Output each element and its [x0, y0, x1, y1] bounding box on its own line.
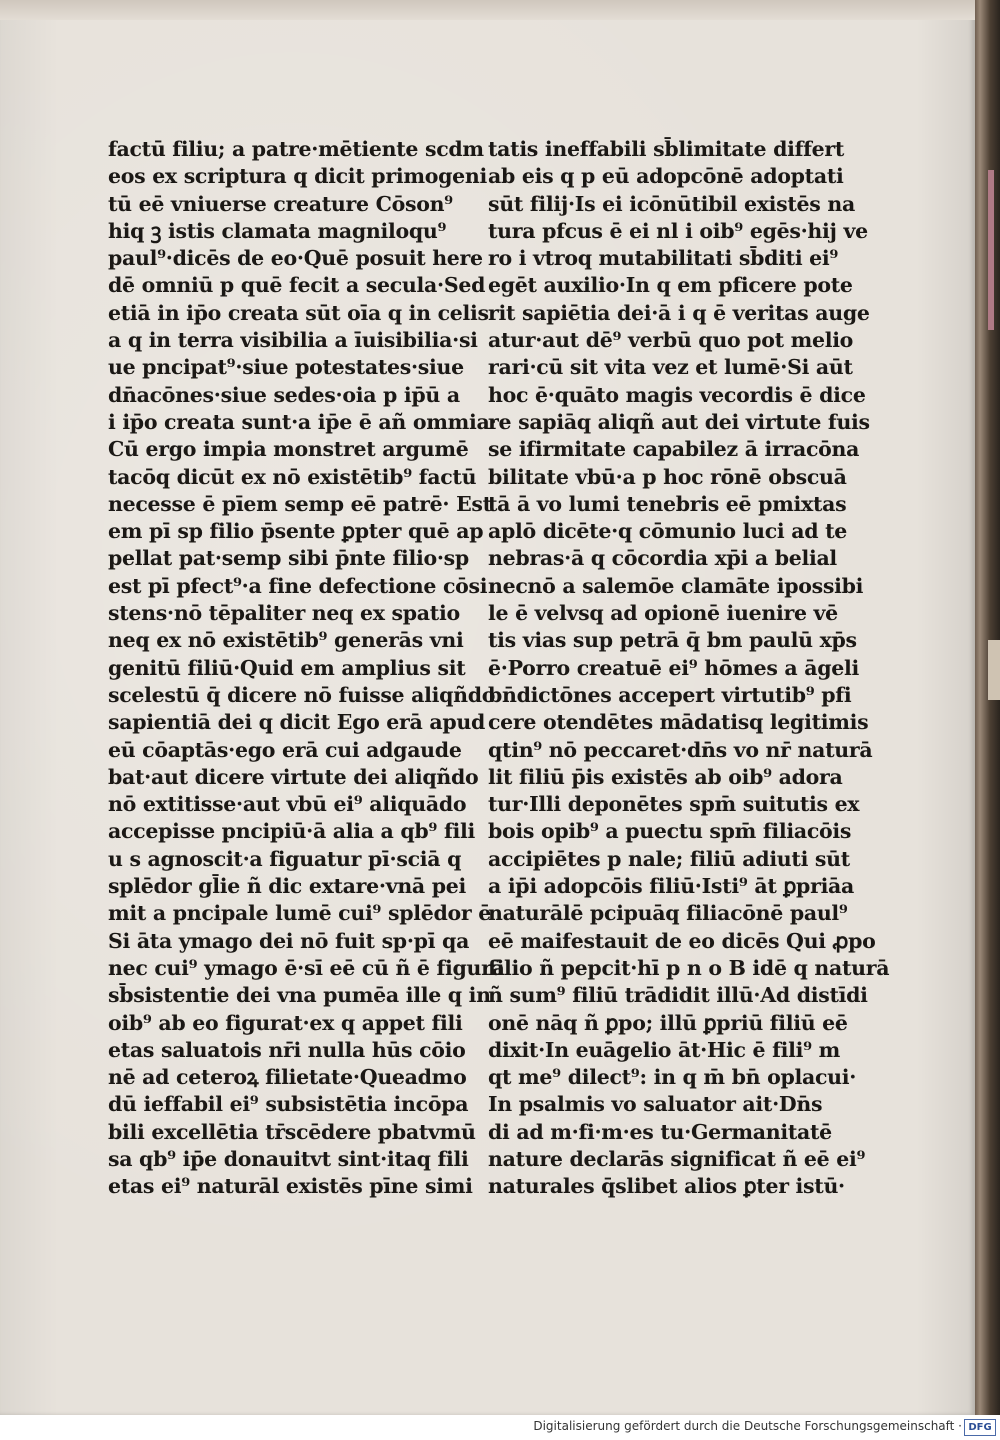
text-line: nē ad ceteroꝝ filietate·Queadmo	[108, 1065, 467, 1090]
text-line: i ip̄o creata sunt·a ip̄e ē añ ommia·	[108, 409, 497, 434]
text-line: cere otendētes mādatisq legitimis	[488, 710, 869, 735]
text-line: bat·aut dicere virtute dei aliqñdo	[108, 764, 479, 789]
text-line: mit a pncipale lumē cui⁹ splēdor ē	[108, 901, 491, 926]
page-edge-tab	[988, 640, 1000, 700]
text-line: splēdor gl̄ie ñ dic extare·vnā pei	[108, 874, 467, 899]
text-line: sa qb⁹ ip̄e donauitvt sint·itaq fili	[108, 1146, 469, 1171]
dfg-logo-icon[interactable]: DFG	[964, 1419, 996, 1436]
text-line: nebras·ā q cōcordia xp̄i a belial	[488, 546, 837, 571]
text-line: sapientiā dei q dicit Ego erā apud	[108, 710, 486, 735]
text-line: ñ sum⁹ filiū trādidit illū·Ad distīdi	[488, 983, 868, 1008]
text-line: est pī pfect⁹·a fine defectione cōsi	[108, 573, 488, 598]
text-line: Si āta ymago dei nō fuit sp·pī qa	[108, 928, 470, 953]
text-line: ro i vtroq mutabilitati sb̄diti ei⁹	[488, 246, 839, 271]
footer-credit: Digitalisierung gefördert durch die Deutsche Forschungsgemeinschaft ·	[533, 1419, 962, 1433]
text-line: atur·aut dē⁹ verbū quo pot melio	[488, 328, 854, 353]
text-line: em pī sp filio p̄sente ꝑpter quē ap	[108, 519, 484, 544]
text-line: In psalmis vo saluator ait·Dn̄s	[488, 1092, 823, 1117]
text-line: le ē velvsq ad opionē iuenire vē	[488, 601, 838, 626]
text-line: bois opib⁹ a puectu spm̄ filiacōis	[488, 819, 852, 844]
text-line: se ifirmitate capabilez ā irracōna	[488, 437, 860, 462]
text-line: pellat pat·semp sibi p̄nte filio·sp	[108, 546, 469, 571]
text-line: eū cōaptās·ego erā cui adgaude	[108, 737, 462, 762]
left-text-column	[108, 136, 505, 1201]
text-line: sb̄sistentie dei vna pumēa ille q in	[108, 983, 491, 1008]
text-line: naturālē pcipuāq filiacōnē paul⁹	[488, 901, 848, 926]
text-line: dn̄acōnes·siue sedes·oia p ip̄ū a	[108, 382, 460, 407]
text-line: lit filiū p̄is existēs ab oib⁹ adora	[488, 764, 843, 789]
text-line: tis vias sup petrā q̄ bm paulū xp̄s	[488, 628, 857, 653]
text-line: qt me⁹ dilect⁹: in q m̄ bn̄ oplacui·	[488, 1065, 857, 1090]
text-line: tū eē vniuerse creature Cōson⁹	[108, 191, 453, 216]
text-line: accipiētes p nale; filiū adiuti sūt	[488, 846, 850, 871]
text-line: necesse ē pīem semp eē patrē· Est	[108, 491, 492, 516]
text-line: neq ex nō existētib⁹ generās vni	[108, 628, 464, 653]
text-line: dū ieffabil ei⁹ subsistētia incōpa	[108, 1092, 469, 1117]
footer-bar	[0, 1415, 1000, 1440]
text-line: tā ā vo lumi tenebris eē pmixtas	[488, 491, 847, 516]
text-line: a q in terra visibilia a īuisibilia·si	[108, 328, 478, 353]
text-line: rit sapiētia dei·ā i q ē veritas auge	[488, 300, 870, 325]
text-line: paul⁹·dicēs de eo·Quē posuit here	[108, 246, 483, 271]
text-line: a ip̄i adopcōis filiū·Isti⁹ āt ꝑpriāa	[488, 874, 855, 899]
text-line: naturales q̄slibet alios ꝑter istū·	[488, 1174, 845, 1199]
text-line: etiā in ip̄o creata sūt oīa q in celis	[108, 300, 489, 325]
text-line: bn̄dictōnes accepert virtutib⁹ pfi	[488, 682, 852, 707]
text-line: genitū filiū·Quid em amplius sit	[108, 655, 466, 680]
text-line: etas ei⁹ naturāl existēs pīne simi	[108, 1174, 473, 1199]
text-line: bilitate vbū·a p hoc rōnē obscuā	[488, 464, 847, 489]
text-line: dē omniū p quē fecit a secula·Sed	[108, 273, 486, 298]
text-line: hoc ē·quāto magis vecordis ē dice	[488, 382, 866, 407]
text-line: re sapiāq aliqñ aut dei virtute fuis	[488, 409, 870, 434]
text-line: necnō a salemōe clamāte ipossibi	[488, 573, 864, 598]
text-line: nec cui⁹ ymago ē·sī eē cū ñ ē figurā	[108, 955, 505, 980]
text-line: tur·Illi deponētes spm̄ suitutis ex	[488, 792, 860, 817]
text-line: stens·nō tēpaliter neq ex spatio	[108, 601, 460, 626]
text-line: di ad m·fi·m·es tu·Germanitatē	[488, 1119, 832, 1144]
text-line: ab eis q p eū adopcōnē adoptati	[488, 164, 844, 189]
text-line: filio ñ pepcit·hī p n o B idē q naturā	[488, 955, 890, 980]
text-line: ē·Porro creatuē ei⁹ hōmes a āgeli	[488, 655, 859, 680]
text-line: nature declarās significat ñ eē ei⁹	[488, 1146, 866, 1171]
text-line: tacōq dicūt ex nō existētib⁹ factū	[108, 464, 477, 489]
text-line: sūt filij·Is ei icōnūtibil existēs na	[488, 191, 855, 216]
text-line: eē maifestauit de eo dicēs Qui ꝓpo	[488, 928, 876, 953]
page-edge-marker	[988, 170, 994, 330]
text-line: nō extitisse·aut vbū ei⁹ aliquādo	[108, 792, 467, 817]
text-line: etas saluatois nr̄i nulla hūs cōio	[108, 1037, 466, 1062]
text-line: onē nāq ñ ꝑpo; illū ꝑpriū filiū eē	[488, 1010, 848, 1035]
text-line: qtin⁹ nō peccaret·dn̄s vo nr̄ naturā	[488, 737, 873, 762]
text-line: eos ex scriptura q dicit primogeni	[108, 164, 487, 189]
text-line: hiq ꝫ istis clamata magniloqu⁹	[108, 218, 447, 243]
text-line: scelestū q̄ dicere nō fuisse aliqñdo	[108, 682, 496, 707]
right-text-column	[488, 136, 890, 1201]
text-line: bili excellētia tr̄scēdere pbatvmū	[108, 1119, 476, 1144]
text-line: egēt auxilio·In q em pficere pote	[488, 273, 853, 298]
text-line: aplō dicēte·q cōmunio luci ad te	[488, 519, 847, 544]
text-line: ue pncipat⁹·siue potestates·siue	[108, 355, 464, 380]
text-line: u s agnoscit·a figuatur pī·sciā q	[108, 846, 462, 871]
text-line: oib⁹ ab eo figurat·ex q appet fili	[108, 1010, 463, 1035]
text-line: Cū ergo impia monstret argumē	[108, 437, 469, 462]
page-top-shadow	[0, 0, 975, 20]
text-line: dixit·In euāgelio āt·Hic ē fili⁹ m	[488, 1037, 840, 1062]
text-line: rari·cū sit vita vez et lumē·Si aūt	[488, 355, 853, 380]
text-line: accepisse pncipiū·ā alia a qb⁹ fili	[108, 819, 475, 844]
text-line: factū filiu; a patre·mētiente scdm	[108, 137, 484, 161]
text-line: tura pfcus ē ei nl i oib⁹ egēs·hij ve	[488, 218, 868, 243]
text-line: tatis ineffabili sb̄limitate differt	[488, 137, 845, 161]
